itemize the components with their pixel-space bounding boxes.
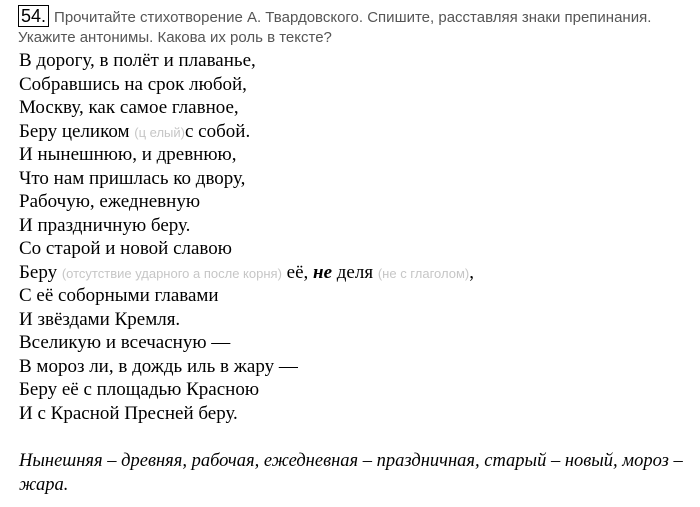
task-instruction: Прочитайте стихотворение А. Твардовского. Спишите, расставляя знаки препинания. Укажите антонимы. Какова их роль в тексте? [18, 9, 652, 46]
poem-line: Собравшись на срок любой, [19, 73, 247, 95]
grammar-note: (ц елый) [134, 124, 185, 140]
task-number: 54. [18, 5, 49, 27]
grammar-note: (не с глаголом) [377, 265, 470, 281]
task-header [18, 5, 688, 48]
answer-antonyms: Нынешняя – древняя, рабочая, ежедневная – праздничная, старый – новый, мороз – жара. [19, 451, 683, 495]
poem-line: Москву, как самое главное, [19, 97, 239, 118]
poem-line: Рабочую, ежедневную [19, 191, 201, 212]
poem-line: И нынешнюю, и древнюю, [19, 144, 237, 165]
poem-line: И с Красной Пресней беру. [19, 402, 238, 424]
poem-text: деля [336, 261, 374, 283]
poem-line: Вселикую и всечасную — [19, 332, 231, 353]
poem-line: В мороз ли, в дождь иль в жару — [19, 355, 298, 377]
poem-line: Что нам пришлась ко двору, [19, 167, 246, 189]
poem-text: Беру [19, 261, 58, 283]
poem-text: её, [286, 261, 309, 283]
poem-emphasis: не [313, 261, 333, 283]
poem-text: Беру целиком [19, 120, 130, 142]
poem-text: , [469, 261, 474, 283]
poem-line: И праздничную беру. [19, 214, 191, 236]
poem-line: И звёздами Кремля. [19, 308, 181, 330]
poem-text: с собой. [185, 120, 251, 142]
poem-line [19, 261, 474, 285]
poem-line: С её соборными главами [19, 285, 219, 306]
grammar-note: (отсутствие ударного а после корня) [61, 265, 282, 281]
poem-line: Со старой и новой славою [19, 238, 232, 259]
poem-line: Беру её с площадью Красною [19, 379, 260, 400]
poem-line: В дорогу, в полёт и плаванье, [19, 50, 256, 71]
poem-line [19, 120, 474, 144]
poem [19, 49, 474, 425]
